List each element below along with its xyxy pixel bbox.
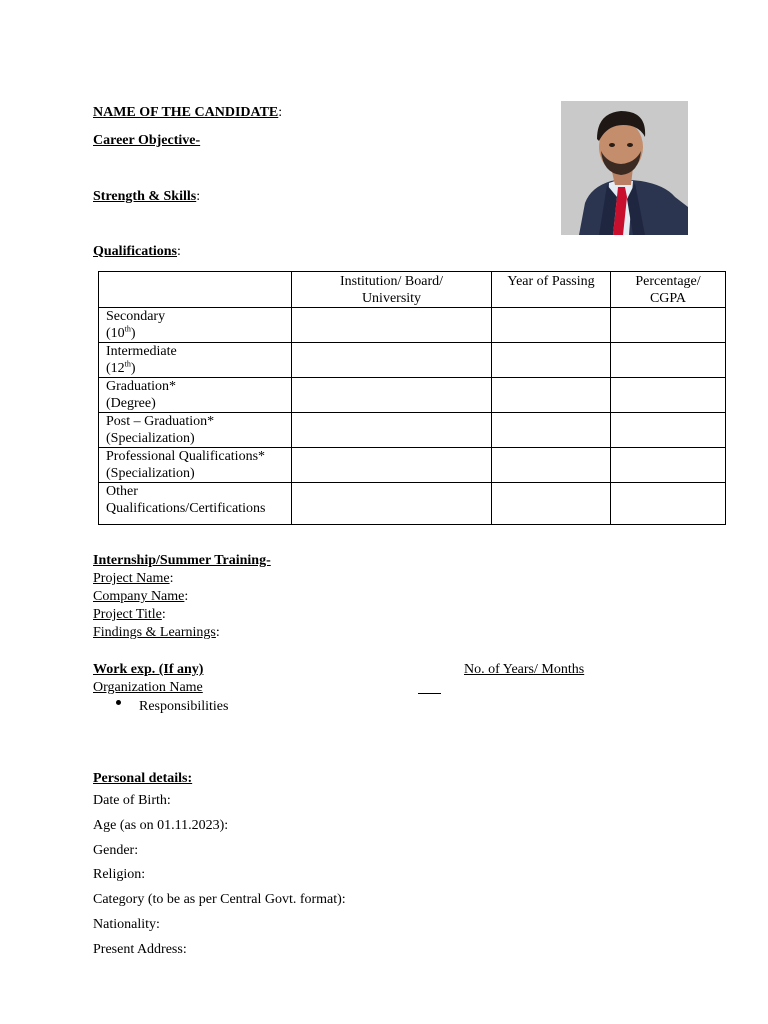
row-label-part: (12 [106, 361, 125, 376]
table-cell[interactable] [492, 483, 611, 525]
row-label-line1: Graduation* [106, 379, 176, 394]
organization-name-label: Organization Name [93, 680, 203, 695]
candidate-photo-illustration [561, 101, 688, 235]
work-exp-heading: Work exp. (If any) [93, 662, 204, 677]
table-cell[interactable] [492, 308, 611, 343]
internship-heading: Internship/Summer Training- [93, 553, 271, 568]
row-label-sup: th [124, 359, 131, 369]
table-cell[interactable] [611, 483, 726, 525]
personal-details-heading: Personal details: [93, 771, 193, 786]
blank-line [418, 693, 441, 694]
years-months-label: No. of Years/ Months [464, 662, 585, 677]
strength-skills-line [93, 188, 200, 205]
age-label: Age (as on 01.11.2023): [93, 818, 229, 833]
row-label-line2: (Specialization) [106, 466, 195, 481]
responsibilities-item: Responsibilities [139, 699, 229, 714]
row-label-professional [99, 448, 292, 483]
colon: : [184, 589, 189, 604]
table-header-row [99, 272, 726, 308]
row-label-line2: (Specialization) [106, 431, 195, 446]
nationality-label: Nationality: [93, 917, 160, 932]
table-cell[interactable] [611, 378, 726, 413]
table-row [99, 308, 726, 343]
table-header-year: Year of Passing [492, 272, 611, 308]
category-label: Category (to be as per Central Govt. format): [93, 892, 346, 907]
findings-line [93, 624, 220, 641]
strength-skills-heading: Strength & Skills [93, 189, 197, 204]
table-row [99, 413, 726, 448]
colon: : [161, 607, 166, 622]
row-label-line1: Post – Graduation* [106, 414, 215, 429]
bullet-icon [116, 700, 121, 705]
table-cell[interactable] [292, 308, 492, 343]
table-header-institution: Institution/ Board/ University [292, 272, 492, 308]
row-label-secondary [99, 308, 292, 343]
row-label-intermediate [99, 343, 292, 378]
row-label-line2: Qualifications/Certifications [106, 501, 266, 516]
gender-label: Gender: [93, 843, 139, 858]
table-cell[interactable] [292, 413, 492, 448]
project-title-label: Project Title [93, 607, 162, 622]
qualifications-heading: Qualifications [93, 244, 178, 259]
row-label-post-graduation [99, 413, 292, 448]
qualifications-table [98, 271, 726, 525]
qualifications-line [93, 243, 181, 260]
table-row [99, 483, 726, 525]
findings-label: Findings & Learnings [93, 625, 216, 640]
table-cell[interactable] [611, 308, 726, 343]
table-cell[interactable] [611, 448, 726, 483]
row-label-line2 [106, 325, 291, 342]
row-label-sup: th [124, 324, 131, 334]
colon: : [169, 571, 174, 586]
table-header-percentage: Percentage/ CGPA [611, 272, 726, 308]
row-label-line2: (Degree) [106, 396, 156, 411]
colon: : [215, 625, 220, 640]
row-label-line1: Other [106, 484, 138, 499]
project-title-line [93, 606, 166, 623]
dob-label: Date of Birth: [93, 793, 171, 808]
row-label-part: (10 [106, 326, 125, 341]
religion-label: Religion: [93, 867, 146, 882]
table-cell[interactable] [492, 378, 611, 413]
strength-skills-colon: : [196, 189, 201, 204]
table-row [99, 448, 726, 483]
row-label-line1: Professional Qualifications* [106, 449, 266, 464]
career-objective-heading: Career Objective- [93, 133, 201, 148]
table-cell[interactable] [292, 378, 492, 413]
row-label-line1: Secondary [106, 309, 166, 324]
candidate-photo [561, 101, 688, 235]
table-cell[interactable] [611, 343, 726, 378]
candidate-name-line [93, 104, 282, 121]
project-name-line [93, 570, 173, 587]
row-label-graduation [99, 378, 292, 413]
row-label-part: ) [130, 326, 136, 341]
table-cell[interactable] [492, 448, 611, 483]
table-cell[interactable] [292, 483, 492, 525]
qualifications-colon: : [177, 244, 181, 259]
table-row [99, 378, 726, 413]
table-cell[interactable] [492, 413, 611, 448]
project-name-label: Project Name [93, 571, 170, 586]
present-address-label: Present Address: [93, 942, 187, 957]
candidate-name-label: NAME OF THE CANDIDATE [93, 105, 279, 120]
table-cell[interactable] [292, 448, 492, 483]
company-name-label: Company Name [93, 589, 185, 604]
row-label-line2 [106, 360, 291, 377]
row-label-part: ) [130, 361, 136, 376]
row-label-other [99, 483, 292, 525]
table-cell[interactable] [611, 413, 726, 448]
table-cell[interactable] [292, 343, 492, 378]
row-label-line1: Intermediate [106, 344, 177, 359]
candidate-name-colon: : [278, 105, 283, 120]
table-row [99, 343, 726, 378]
table-header-empty [99, 272, 292, 308]
table-cell[interactable] [492, 343, 611, 378]
company-name-line [93, 588, 188, 605]
